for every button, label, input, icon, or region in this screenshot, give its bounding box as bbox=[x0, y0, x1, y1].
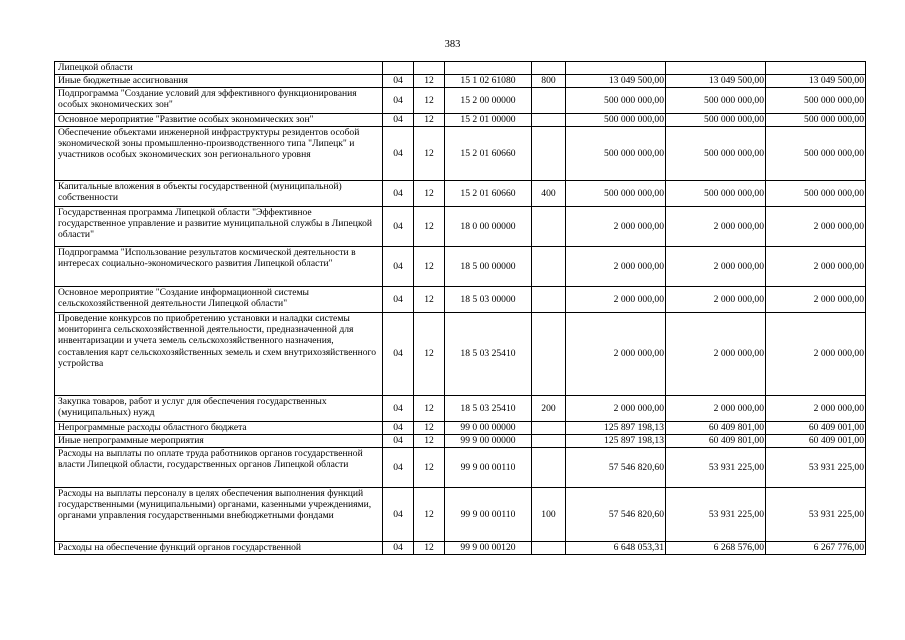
amount-year-3: 2 000 000,00 bbox=[766, 247, 866, 287]
subsection-code: 12 bbox=[414, 488, 445, 542]
target-article-code: 15 2 00 00000 bbox=[445, 88, 532, 114]
section-code: 04 bbox=[383, 287, 414, 313]
expense-type-code bbox=[532, 114, 566, 127]
target-article-code bbox=[445, 62, 532, 75]
section-code: 04 bbox=[383, 127, 414, 181]
row-name: Расходы на обеспечение функций органов государственной bbox=[55, 542, 383, 555]
subsection-code: 12 bbox=[414, 207, 445, 247]
amount-year-3: 53 931 225,00 bbox=[766, 448, 866, 488]
amount-year-3: 13 049 500,00 bbox=[766, 75, 866, 88]
amount-year-2: 2 000 000,00 bbox=[666, 207, 766, 247]
section-code: 04 bbox=[383, 488, 414, 542]
expense-type-code: 200 bbox=[532, 396, 566, 422]
amount-year-2: 53 931 225,00 bbox=[666, 448, 766, 488]
subsection-code: 12 bbox=[414, 396, 445, 422]
expense-type-code bbox=[532, 207, 566, 247]
row-name: Подпрограмма "Использование результатов космической деятельности в интересах социально-экономического развития Липецкой области" bbox=[55, 247, 383, 287]
amount-year-3: 2 000 000,00 bbox=[766, 313, 866, 396]
target-article-code: 18 5 03 00000 bbox=[445, 287, 532, 313]
target-article-code: 18 5 03 25410 bbox=[445, 313, 532, 396]
table-row bbox=[55, 435, 866, 448]
amount-year-1: 2 000 000,00 bbox=[566, 396, 666, 422]
target-article-code: 99 9 00 00110 bbox=[445, 448, 532, 488]
page-number: 383 bbox=[444, 39, 461, 50]
subsection-code: 12 bbox=[414, 435, 445, 448]
row-name: Липецкой области bbox=[55, 62, 383, 75]
table-row bbox=[55, 207, 866, 247]
amount-year-1: 125 897 198,13 bbox=[566, 435, 666, 448]
amount-year-3: 2 000 000,00 bbox=[766, 207, 866, 247]
amount-year-2: 500 000 000,00 bbox=[666, 127, 766, 181]
row-name: Проведение конкурсов по приобретению установки и наладки системы мониторинга сельскохозяйственной деятельности, предназначенной для инвентаризации и учета земель сельскохозяйственного назначения, составления карт сельскохозяйственных земель и схем внутрихозяйственного устройства bbox=[55, 313, 383, 396]
amount-year-3: 2 000 000,00 bbox=[766, 396, 866, 422]
expense-type-code bbox=[532, 435, 566, 448]
target-article-code: 99 9 00 00120 bbox=[445, 542, 532, 555]
table-row bbox=[55, 313, 866, 396]
amount-year-1: 2 000 000,00 bbox=[566, 287, 666, 313]
table-row bbox=[55, 396, 866, 422]
target-article-code: 15 2 01 60660 bbox=[445, 127, 532, 181]
amount-year-3: 500 000 000,00 bbox=[766, 181, 866, 207]
expense-type-code bbox=[532, 127, 566, 181]
subsection-code: 12 bbox=[414, 88, 445, 114]
amount-year-2: 60 409 801,00 bbox=[666, 435, 766, 448]
subsection-code: 12 bbox=[414, 75, 445, 88]
table-row bbox=[55, 542, 866, 555]
amount-year-1: 500 000 000,00 bbox=[566, 88, 666, 114]
amount-year-2: 500 000 000,00 bbox=[666, 181, 766, 207]
row-name: Иные непрограммные мероприятия bbox=[55, 435, 383, 448]
table-row bbox=[55, 488, 866, 542]
amount-year-2: 2 000 000,00 bbox=[666, 287, 766, 313]
amount-year-3: 500 000 000,00 bbox=[766, 127, 866, 181]
amount-year-2: 500 000 000,00 bbox=[666, 88, 766, 114]
expense-type-code: 100 bbox=[532, 488, 566, 542]
section-code: 04 bbox=[383, 422, 414, 435]
expense-type-code bbox=[532, 422, 566, 435]
table-row bbox=[55, 247, 866, 287]
subsection-code: 12 bbox=[414, 422, 445, 435]
amount-year-3: 60 409 001,00 bbox=[766, 422, 866, 435]
amount-year-1: 125 897 198,13 bbox=[566, 422, 666, 435]
row-name: Непрограммные расходы областного бюджета bbox=[55, 422, 383, 435]
amount-year-3: 500 000 000,00 bbox=[766, 88, 866, 114]
section-code: 04 bbox=[383, 181, 414, 207]
section-code bbox=[383, 62, 414, 75]
section-code: 04 bbox=[383, 207, 414, 247]
section-code: 04 bbox=[383, 313, 414, 396]
amount-year-2: 2 000 000,00 bbox=[666, 313, 766, 396]
amount-year-1: 500 000 000,00 bbox=[566, 114, 666, 127]
amount-year-1 bbox=[566, 62, 666, 75]
amount-year-3: 53 931 225,00 bbox=[766, 488, 866, 542]
section-code: 04 bbox=[383, 396, 414, 422]
target-article-code: 18 0 00 00000 bbox=[445, 207, 532, 247]
amount-year-1: 13 049 500,00 bbox=[566, 75, 666, 88]
target-article-code: 18 5 03 25410 bbox=[445, 396, 532, 422]
expense-type-code bbox=[532, 88, 566, 114]
amount-year-2 bbox=[666, 62, 766, 75]
amount-year-1: 57 546 820,60 bbox=[566, 448, 666, 488]
amount-year-1: 6 648 053,31 bbox=[566, 542, 666, 555]
amount-year-3 bbox=[766, 62, 866, 75]
section-code: 04 bbox=[383, 542, 414, 555]
target-article-code: 15 2 01 60660 bbox=[445, 181, 532, 207]
subsection-code: 12 bbox=[414, 313, 445, 396]
target-article-code: 99 0 00 00000 bbox=[445, 422, 532, 435]
amount-year-3: 6 267 776,00 bbox=[766, 542, 866, 555]
expense-type-code bbox=[532, 62, 566, 75]
expense-type-code bbox=[532, 313, 566, 396]
table-row bbox=[55, 88, 866, 114]
table-row bbox=[55, 448, 866, 488]
target-article-code: 99 9 00 00000 bbox=[445, 435, 532, 448]
target-article-code: 18 5 00 00000 bbox=[445, 247, 532, 287]
table-row bbox=[55, 62, 866, 75]
row-name: Закупка товаров, работ и услуг для обеспечения государственных (муниципальных) нужд bbox=[55, 396, 383, 422]
table-row bbox=[55, 114, 866, 127]
section-code: 04 bbox=[383, 435, 414, 448]
amount-year-2: 2 000 000,00 bbox=[666, 396, 766, 422]
amount-year-2: 60 409 801,00 bbox=[666, 422, 766, 435]
target-article-code: 99 9 00 00110 bbox=[445, 488, 532, 542]
amount-year-1: 2 000 000,00 bbox=[566, 313, 666, 396]
amount-year-1: 500 000 000,00 bbox=[566, 181, 666, 207]
subsection-code: 12 bbox=[414, 114, 445, 127]
subsection-code: 12 bbox=[414, 127, 445, 181]
section-code: 04 bbox=[383, 75, 414, 88]
amount-year-2: 53 931 225,00 bbox=[666, 488, 766, 542]
target-article-code: 15 1 02 61080 bbox=[445, 75, 532, 88]
budget-table bbox=[54, 61, 866, 555]
amount-year-3: 60 409 001,00 bbox=[766, 435, 866, 448]
expense-type-code: 800 bbox=[532, 75, 566, 88]
table-row bbox=[55, 181, 866, 207]
expense-type-code bbox=[532, 542, 566, 555]
row-name: Иные бюджетные ассигнования bbox=[55, 75, 383, 88]
table-row bbox=[55, 287, 866, 313]
amount-year-1: 500 000 000,00 bbox=[566, 127, 666, 181]
amount-year-2: 6 268 576,00 bbox=[666, 542, 766, 555]
amount-year-2: 500 000 000,00 bbox=[666, 114, 766, 127]
row-name: Государственная программа Липецкой области "Эффективное государственное управление и развитие муниципальной службы в Липецкой области" bbox=[55, 207, 383, 247]
table-row bbox=[55, 75, 866, 88]
amount-year-1: 2 000 000,00 bbox=[566, 247, 666, 287]
row-name: Подпрограмма "Создание условий для эффективного функционирования особых экономических зон" bbox=[55, 88, 383, 114]
row-name: Расходы на выплаты по оплате труда работников органов государственной власти Липецкой области, государственных органов Липецкой области bbox=[55, 448, 383, 488]
row-name: Основное мероприятие "Развитие особых экономических зон" bbox=[55, 114, 383, 127]
expense-type-code bbox=[532, 448, 566, 488]
expense-type-code: 400 bbox=[532, 181, 566, 207]
amount-year-1: 2 000 000,00 bbox=[566, 207, 666, 247]
subsection-code: 12 bbox=[414, 448, 445, 488]
expense-type-code bbox=[532, 287, 566, 313]
expense-type-code bbox=[532, 247, 566, 287]
amount-year-3: 2 000 000,00 bbox=[766, 287, 866, 313]
subsection-code: 12 bbox=[414, 247, 445, 287]
section-code: 04 bbox=[383, 448, 414, 488]
section-code: 04 bbox=[383, 88, 414, 114]
table-row bbox=[55, 422, 866, 435]
row-name: Капитальные вложения в объекты государственной (муниципальной) собственности bbox=[55, 181, 383, 207]
subsection-code: 12 bbox=[414, 542, 445, 555]
target-article-code: 15 2 01 00000 bbox=[445, 114, 532, 127]
row-name: Основное мероприятие "Создание информационной системы сельскохозяйственной деятельности Липецкой области" bbox=[55, 287, 383, 313]
amount-year-2: 2 000 000,00 bbox=[666, 247, 766, 287]
table-row bbox=[55, 127, 866, 181]
row-name: Обеспечение объектами инженерной инфраструктуры резидентов особой экономической зоны промышленно-производственного типа "Липецк" и участников особых экономических зон регионального уровня bbox=[55, 127, 383, 181]
subsection-code bbox=[414, 62, 445, 75]
amount-year-2: 13 049 500,00 bbox=[666, 75, 766, 88]
amount-year-3: 500 000 000,00 bbox=[766, 114, 866, 127]
row-name: Расходы на выплаты персоналу в целях обеспечения выполнения функций государственными (муниципальными) органами, казенными учреждениями, органами управления государственными внебюджетными фондами bbox=[55, 488, 383, 542]
section-code: 04 bbox=[383, 114, 414, 127]
amount-year-1: 57 546 820,60 bbox=[566, 488, 666, 542]
section-code: 04 bbox=[383, 247, 414, 287]
subsection-code: 12 bbox=[414, 181, 445, 207]
subsection-code: 12 bbox=[414, 287, 445, 313]
